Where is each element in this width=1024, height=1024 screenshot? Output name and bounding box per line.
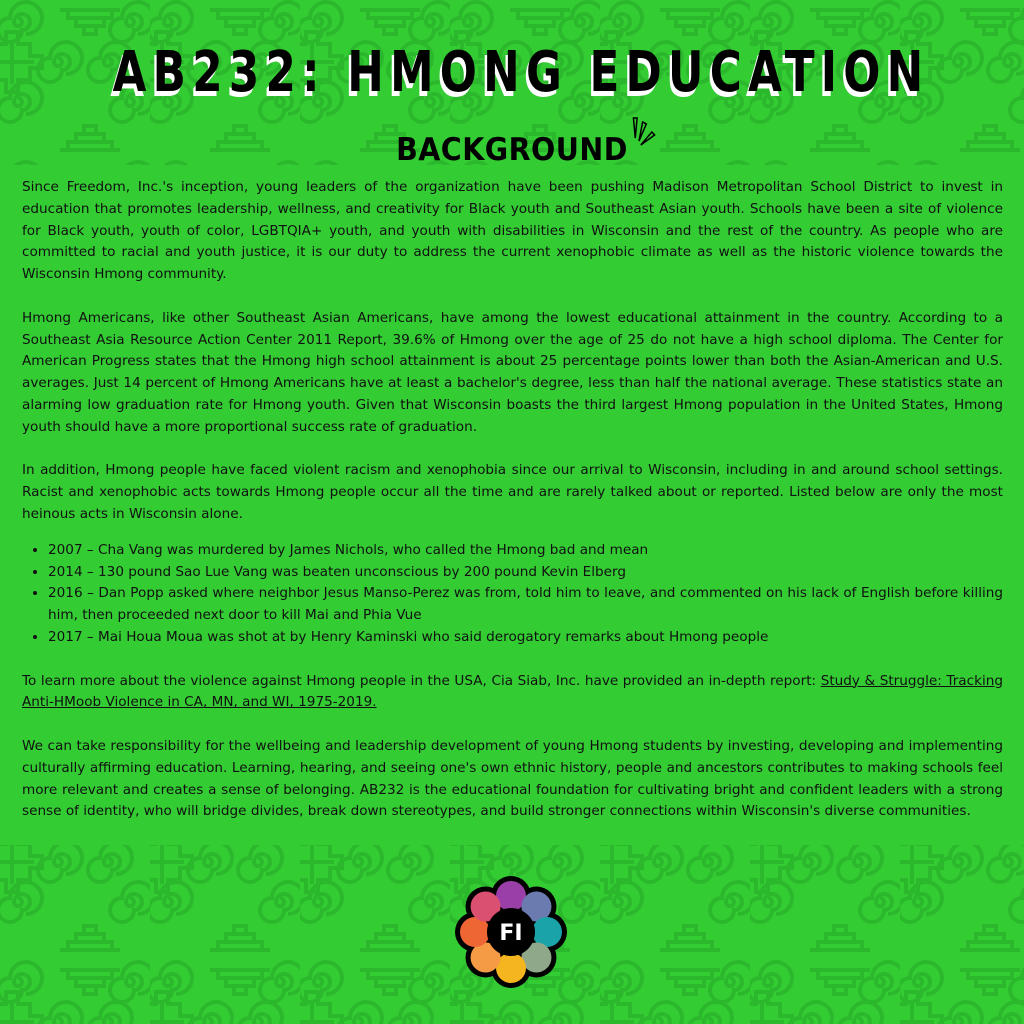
report-link[interactable]: Study & Struggle: Tracking Anti-HMoob Violence in CA, MN, and WI, 1975-2019. bbox=[22, 672, 1004, 711]
report-intro: To learn more about the violence against Hmong people in the USA, Cia Siab, Inc. have provided an in-depth report: bbox=[22, 672, 821, 689]
logo-initials: FI bbox=[499, 921, 523, 946]
article-body bbox=[22, 177, 1003, 845]
paragraph-violence: In addition, Hmong people have faced violent racism and xenophobia since our arrival to Wisconsin, including in and around school settings. Racist and xenophobic acts towards Hmong people occur all the time and are rarely talked about or reported. Listed below are only the most heinous acts in Wisconsin alone. bbox=[22, 462, 1003, 522]
paragraph-statistics: Hmong Americans, like other Southeast Asian Americans, have among the lowest educational attainment in the country. According to a Southeast Asia Resource Action Center 2011 Report, 39.6% of Hmong over the age of 25 do not have a high school diploma. The Center for American Progress states that the Hmong high school attainment is about 25 percentage points lower than both the Asian-American and U.S. averages. Just 14 percent of Hmong Americans have at least a bachelor's degree, less than half the national average. These statistics state an alarming low graduation rate for Hmong youth. Given that Wisconsin boasts the third largest Hmong population in the United States, Hmong youth should have a more proportional success rate of graduation. bbox=[22, 309, 1003, 435]
page-title: AB232: HMONG EDUCATION bbox=[112, 40, 930, 105]
section-heading-wrap bbox=[0, 130, 1024, 170]
incident-list bbox=[22, 540, 1003, 649]
incident-item: • 2017 – Mai Houa Moua was shot at by Henry Kaminski who said derogatory remarks about Hmong people bbox=[48, 627, 1003, 649]
section-heading bbox=[396, 130, 628, 170]
sparkle-icon bbox=[630, 116, 661, 150]
incident-item: • 2007 – Cha Vang was murdered by James Nichols, who called the Hmong bad and mean bbox=[48, 540, 1003, 562]
freedom-inc-logo bbox=[451, 872, 571, 992]
paragraph-closing: We can take responsibility for the wellbeing and leadership development of young Hmong students by investing, developing and implementing culturally affirming education. Learning, hearing, and seeing one's own ethnic history, people and ancestors contributes to making schools feel more relevant and creates a sense of belonging. AB232 is the educational foundation for cultivating bright and confident leaders with a strong sense of identity, who will bridge divides, break down stereotypes, and build stronger connections within Wisconsin's diverse communities. bbox=[22, 737, 1003, 820]
incident-item: • 2016 – Dan Popp asked where neighbor Jesus Manso-Perez was from, told him to leave, and commented on his lack of English before killing him, then proceeded next door to kill Mai and Phia Vue bbox=[48, 583, 1003, 627]
section-heading-text: BACKGROUND bbox=[396, 132, 628, 168]
incident-item: • 2014 – 130 pound Sao Lue Vang was beaten unconscious by 200 pound Kevin Elberg bbox=[48, 562, 1003, 584]
paragraph-intro: Since Freedom, Inc.'s inception, young leaders of the organization have been pushing Madison Metropolitan School District to invest in education that promotes leadership, wellness, and creativity for Black youth and Southeast Asian youth. Schools have been a site of violence for Black youth, youth of color, LGBTQIA+ youth, and youth with disabilities in Wisconsin and the rest of the country. As people who are committed to racial and youth justice, it is our duty to address the current xenophobic climate as well as the historic violence towards the Wisconsin Hmong community. bbox=[22, 179, 1003, 283]
paragraph-report bbox=[22, 671, 1003, 715]
